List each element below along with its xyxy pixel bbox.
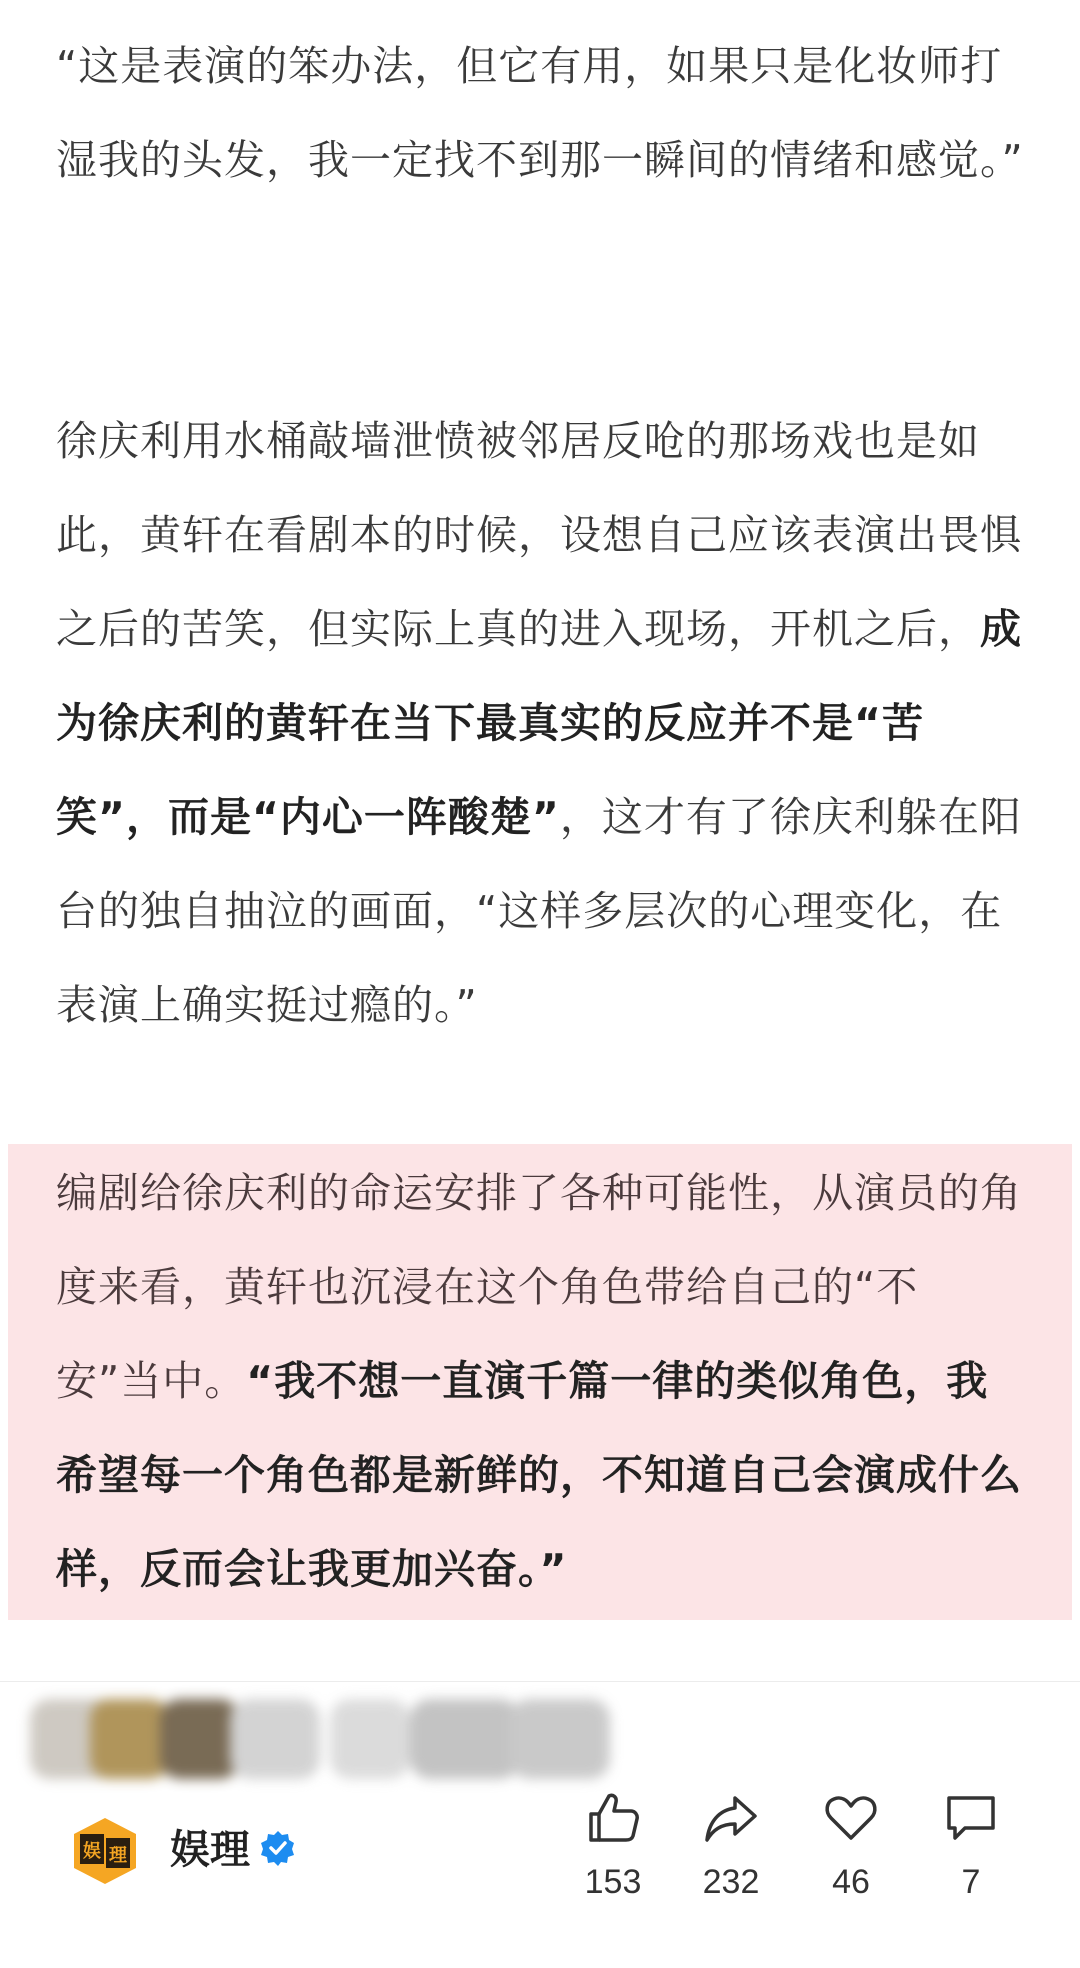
favorite-count: 46: [832, 1863, 870, 1901]
svg-text:娱: 娱: [83, 1841, 101, 1862]
share-count: 232: [702, 1863, 760, 1901]
paragraph-bold-text: “我不想一直演千篇一律的类似角色，我希望每一个角色都是新鲜的，不知道自己会演成什么样，反而会让我更加兴奋。”: [56, 1357, 1022, 1593]
divider: [0, 1681, 1080, 1682]
paragraph-text: “这是表演的笨办法，但它有用，如果只是化妆师打湿我的头发，我一定找不到那一瞬间的情绪和感觉。”: [56, 42, 1024, 184]
svg-text:理: 理: [109, 1845, 127, 1866]
heart-icon: [823, 1790, 879, 1846]
paragraph-scene: [56, 394, 1024, 1052]
share-button[interactable]: [676, 1790, 786, 1940]
share-arrow-icon: [703, 1790, 759, 1846]
author-name[interactable]: 娱理: [170, 1827, 250, 1873]
author-logo[interactable]: [70, 1816, 140, 1886]
comment-bubble-icon: [943, 1790, 999, 1846]
paragraph-quote: [56, 19, 1024, 207]
like-count: 153: [584, 1863, 642, 1901]
author-logo-icon: [70, 1816, 140, 1886]
paragraph-bold-text: 成为徐庆利的黄轩在当下最真实的反应并不是“苦笑”，而是“内心一阵酸楚”: [56, 605, 1022, 841]
verified-badge-icon: [260, 1830, 296, 1866]
favorite-button[interactable]: [796, 1790, 906, 1940]
paragraph-text: 徐庆利用水桶敲墙泄愤被邻居反呛的那场戏也是如此，黄轩在看剧本的时候，设想自己应该表演出畏惧之后的苦笑，但实际上真的进入现场，开机之后，: [56, 417, 1022, 653]
like-button[interactable]: [558, 1790, 668, 1940]
post-footer: [0, 1780, 1080, 1968]
paragraph-highlighted: [56, 1146, 1024, 1616]
blurred-redacted-area: [30, 1685, 630, 1793]
comment-button[interactable]: [916, 1790, 1026, 1940]
paragraph-text: 编剧给徐庆利的命运安排了各种可能性，从演员的角度来看，黄轩也沉浸在这个角色带给自己的“不安”当中。: [56, 1169, 1022, 1405]
thumbs-up-icon: [585, 1790, 641, 1846]
paragraph-text: ，这才有了徐庆利躲在阳台的独自抽泣的画面，“这样多层次的心理变化，在表演上确实挺过瘾的。”: [56, 793, 1022, 1029]
comment-count: 7: [961, 1863, 981, 1901]
